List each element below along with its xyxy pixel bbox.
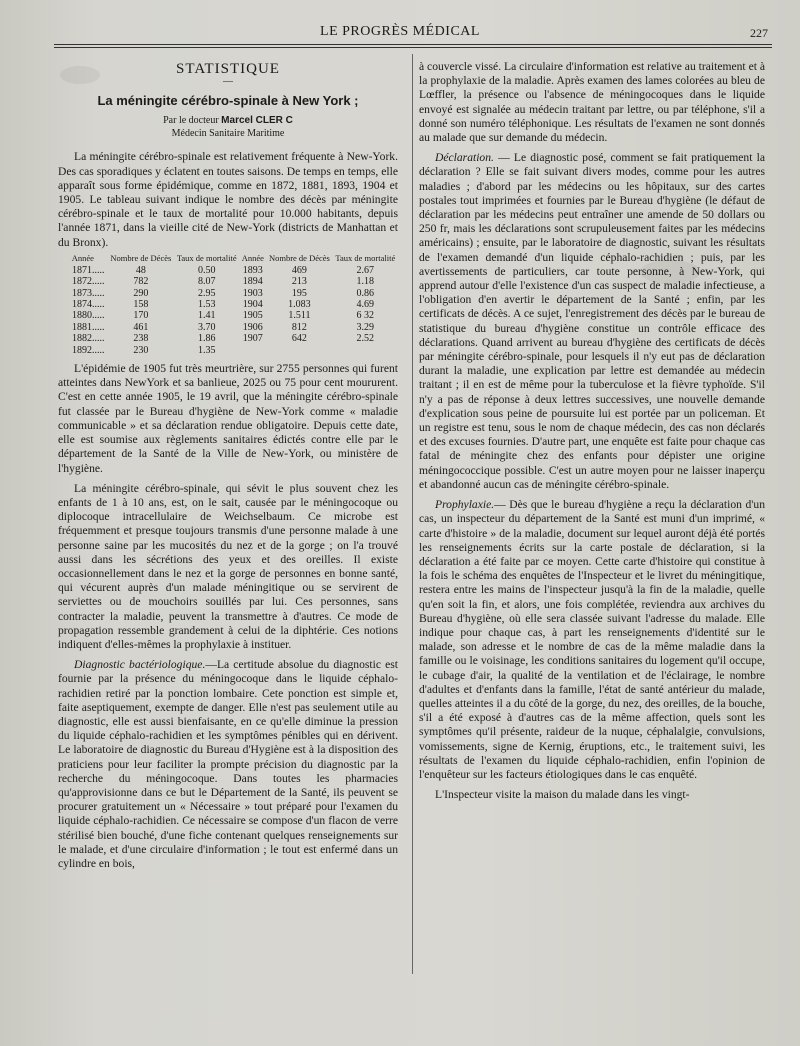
table-cell: 1.53 <box>197 299 216 311</box>
table-cell: 1874..... <box>72 299 105 311</box>
table-cell: 782 <box>133 276 149 288</box>
spacer <box>58 140 398 150</box>
table-cell: 3.70 <box>197 321 216 333</box>
prophylaxis-lead: Prophylaxie. <box>435 498 495 512</box>
prophylaxis-paragraph <box>419 498 765 782</box>
table-cell: 4.69 <box>356 299 375 311</box>
table-cell: 2.67 <box>356 264 375 276</box>
declaration-body: — Le diagnostic posé, comment se fait pratiquement la déclaration ? Elle se fait suivant divers modes, comme pour les autres maladies ; d'abord par les médecins ou les hôpitaux, sur des cartes postales tout imprimées et fournies par le Bureau d'hygiène (le défaut de déclaration par les médecins peut entraîner une amende de 50 dollars ou 250 fr, mais les déclarations sont scrupuleusement faites par les médecins américains) ; ensuite, par le laboratoire de diagnostic, suivant les résultats de l'examen demandé d'un liquide céphalo-rachidien ; puis, par les avertissements de particuliers, car toute personne, à New-York, qui apprend autour d'elle l'existence d'un cas suspect de maladie infectieuse, a l'obligation d'en avertir le département de la Santé ; enfin, par les certificats de décès. A ce sujet, l'enregistrement des décès par le bureau de statistique du bureau d'hygiène constitue un contrôle efficace des déclarations. Quand arrivent au bureau d'hygiène des certificats de décès par méningite cérébro-spinale, pour lesquels il n'y eut pas de déclaration durant la maladie, une explication par lettre est demandée au médecin traitant ; il en est de même pour la tuberculose et la fièvre typhoïde. S'il n'y a pas de réponse à deux lettres successives, une nouvelle demande d'explication sous peine de poursuite lui est portée par un policeman. Et un registre est tenu, sous le nom de chaque médecin, des cas non déclarés et des excuses fournies. D'autre part, une enquête est faite pour chaque cas fatal de méningite chez des enfants pour dépister une origine méningococcique possible. C'est un autre moyen pour ne laisser inaperçu et abandonné aucun cas de méningite cérébro-spinale. <box>419 151 765 491</box>
continued-paragraph: à couvercle vissé. La circulaire d'information est relative au traitement et à la prophylaxie de la maladie. Après examen des lames colorées au bleu de Lœffler, la présence ou l'absence de méningocoques dans le liquide envoyé est signalée au médecin traitant par lettre, ou par téléphone, s'il a donné son numéro téléphonique. Les résultats de l'examen ne sont donnés au malade que sur demande du médecin. <box>419 60 765 145</box>
table-header-row <box>58 254 398 265</box>
epidemic-paragraph: L'épidémie de 1905 fut très meurtrière, sur 2755 personnes qui furent atteintes dans NewYork et sa banlieue, 2025 ou 75 pour cent moururent. C'est en cette année 1905, le 19 avril, que la méningite cérébro-spinale fut classée par le Bureau d'hygiène de New-York comme « maladie communicable » et sa déclaration rendue obligatoire. Depuis cette date, elle est soumise aux règlements sanitaires édictés contre elle par le département de la Santé de la Ville de New-York, ou ministère de l'hygiène. <box>58 362 398 475</box>
table-cell: 469 <box>291 264 307 276</box>
col-header: Nombre de Décès <box>110 252 172 263</box>
table-cell: 2.52 <box>356 333 375 345</box>
table-cell: 642 <box>291 333 307 345</box>
table-cell: 1905 <box>242 310 263 322</box>
byline-prefix: Par le docteur <box>163 115 219 127</box>
byline <box>58 114 398 127</box>
table-row <box>58 333 398 344</box>
diagnostic-lead: Diagnostic bactériologique. <box>74 658 206 672</box>
declaration-paragraph <box>419 151 765 492</box>
table-row <box>58 310 398 321</box>
declaration-lead: Déclaration. <box>435 151 494 165</box>
table-cell: 1.41 <box>197 310 216 322</box>
table-cell: 238 <box>133 333 149 345</box>
table-cell <box>333 345 398 356</box>
table-cell: 1882..... <box>72 333 105 345</box>
right-column <box>419 60 765 802</box>
table-cell: 1894 <box>242 276 263 288</box>
table-cell: 1.35 <box>197 344 216 356</box>
table-cell: 1.18 <box>356 276 375 288</box>
table-cell: 1.511 <box>288 310 311 322</box>
table-cell: 1904 <box>242 299 263 311</box>
table-cell: 1880..... <box>72 310 105 322</box>
diagnostic-body: —La certitude absolue du diagnostic est fournie par la présence du méningocoque dans le liquide céphalo-rachidien retiré par la ponction lombaire. Cete ponction est simple et, faite aseptiquement, exempte de danger. Elle n'est pas seulement utile au diagnostic, elle est aussi bienfaisante, en ce qu'elle diminue la pression du liquide céphalo-rachidien et les symptômes pénibles qui en dérivent. Le laboratoire de diagnostic du Bureau d'Hygiène est à la disposition des praticiens pour leur faciliter la prompte précision du diagnostic par la recherche du méningocoque. Dans toutes les pharmacies qu'approvisionne dans ce but le Département de la Santé, ils peuvent se procurer gratuitement un « Nécessaire » tout préparé pour l'examen du liquide céphalo-rachidien. Ce nécessaire se compose d'un flacon de verre stérilisé bien bouché, d'une fiche contenant quelques renseignements sur le malade, et d'une circulaire d'information ; le tout est enfermé dans un cylindre en bois, <box>58 658 398 870</box>
article-title: La méningite cérébro-spinale à New York ; <box>97 93 359 109</box>
table-row <box>58 322 398 333</box>
table-row <box>58 288 398 299</box>
table-cell: 0.86 <box>356 287 375 299</box>
table-cell <box>239 345 266 356</box>
table-cell: 2.95 <box>197 287 216 299</box>
table-cell: 8.07 <box>197 276 216 288</box>
table-row <box>58 299 398 310</box>
diagnostic-paragraph <box>58 658 398 871</box>
table-cell: 1873..... <box>72 287 105 299</box>
table-cell: 230 <box>133 344 149 356</box>
table-cell: 1881..... <box>72 321 105 333</box>
table-cell: 0.50 <box>197 264 216 276</box>
table-cell: 3.29 <box>356 321 375 333</box>
journal-title: LE PROGRÈS MÉDICAL <box>320 24 480 39</box>
table-cell: 6 32 <box>356 310 375 322</box>
table-cell: 213 <box>291 276 307 288</box>
table-cell: 1872..... <box>72 276 105 288</box>
table-row <box>58 265 398 276</box>
page-number: 227 <box>750 26 768 40</box>
table-cell: 461 <box>133 321 149 333</box>
table-cell: 1871..... <box>72 264 105 276</box>
table-cell: 1.083 <box>288 299 311 311</box>
col-header: Année <box>71 252 94 263</box>
author-role: Médecin Sanitaire Maritime <box>171 128 285 140</box>
col-header: Nombre de Décès <box>268 252 330 263</box>
table-cell: 195 <box>291 287 307 299</box>
transmission-paragraph: La méningite cérébro-spinale, qui sévit le plus souvent chez les enfants de 1 à 10 ans, est, on le sait, causée par le méningocoque ou diplocoque intracellulaire de Weichselbaum. Ce microbe est fréquemment et presque toujours transmis d'une personne malade à une personne saine par les mucosités du nez et de la gorge ; on l'a trouvé aussi dans les sécrétions des yeux et des oreilles. Il existe occasionnellement dans le nez et la gorge de personnes en bonne santé, qui vécurent auprès d'un malade méningitique ou se servirent de serviettes ou de mouchoirs souillés par lui. Ces personnes, sans contracter la maladie, peuvent la transmettre à d'autres. Ce mode de propagation ressemble grandement à celui de la diphtérie. Ces notions indiquent d'elles-mêmes la prophylaxie à instituer. <box>58 481 398 651</box>
table-row <box>58 345 398 356</box>
table-cell: 48 <box>135 264 146 276</box>
col-header: Taux de mortalité <box>176 252 237 263</box>
table-cell: 158 <box>133 299 149 311</box>
table-cell <box>266 345 332 356</box>
prophylaxis-body: — Dès que le bureau d'hygiène a reçu la déclaration d'un cas, un inspecteur du département de la Santé est muni d'un imprimé, « carte d'histoire » de la maladie, document sur lequel auront déjà été portés les renseignements écrits sur la carte postale de déclaration, si la déclaration a été faite par ce moyen. Cette carte d'histoire qui constitue à la fois le schéma des enquêtes de l'Inspecteur et le livret du méningitique, restera entre les mains de l'inspecteur jusqu'à la fin de la maladie, quelle qu'en soit la fin, et alors, une fois complétée, reviendra aux archives du Bureau d'hygiène, où elle sera classée suivant l'adresse du malade. Elle indique pour chaque cas, à part les renseignements d'identité sur le malade, son adresse et le nombre de cas de la même maladie dans la famille ou le voisinage, les conditions sanitaires du logement qu'il occupe, le cubage d'air, la qualité de la ventilation et de l'éclairage, le nombre d'adultes et d'enfants dans la famille, l'état de santé antérieur du malade, quelles atteintes il a du côté de la gorge, du nez, des oreilles, de la bouche, s'il a été exposé à d'autres cas de la même affection, quels sont les symptômes qu'il présente, raideur de la nuque, céphalalgie, convulsions, vomissements, signe de Kernig, éruptions, etc., le traitement suivi, les résultats de l'examen du liquide céphalo-rachidien, enfin l'opinion de l'enquêteur sur les facteurs étiologiques dans le cas enquêté. <box>419 498 765 781</box>
left-column <box>58 60 398 871</box>
column-divider <box>412 54 413 974</box>
intro-paragraph: La méningite cérébro-spinale est relativement fréquente à New-York. Des cas sporadiques y éclatent en toutes saisons. De temps en temps, elle apparaît sous forme épidémique, comme en 1872, 1881, 1893, 1904 et 1905. Le tableau suivant indique le nombre des décès par méningite cérébro-spinale et le taux de mortalité pour 10.000 habitants, depuis l'année 1871, dans la vieille cité de New-York (districts de Manhattan et du Bronx). <box>58 150 398 249</box>
header-rule <box>54 47 772 48</box>
table-cell: 1907 <box>242 333 263 345</box>
heading-dash: — <box>223 76 233 88</box>
table-cell: 1906 <box>242 321 263 333</box>
header-rule <box>54 44 772 45</box>
inspector-paragraph: L'Inspecteur visite la maison du malade dans les vingt- <box>435 788 690 802</box>
table-cell: 1893 <box>242 264 263 276</box>
table-cell: 1903 <box>242 287 263 299</box>
table-row <box>58 276 398 287</box>
table-cell: 812 <box>291 321 307 333</box>
table-cell: 290 <box>133 287 149 299</box>
col-header: Taux de mortalité <box>335 252 396 263</box>
col-header: Année <box>241 252 264 263</box>
table-cell: 1892..... <box>72 344 105 356</box>
mortality-table <box>58 254 398 356</box>
table-cell: 170 <box>133 310 149 322</box>
section-heading: STATISTIQUE <box>176 61 280 77</box>
table-cell: 1.86 <box>197 333 216 345</box>
author-name: Marcel CLER C <box>221 115 293 127</box>
